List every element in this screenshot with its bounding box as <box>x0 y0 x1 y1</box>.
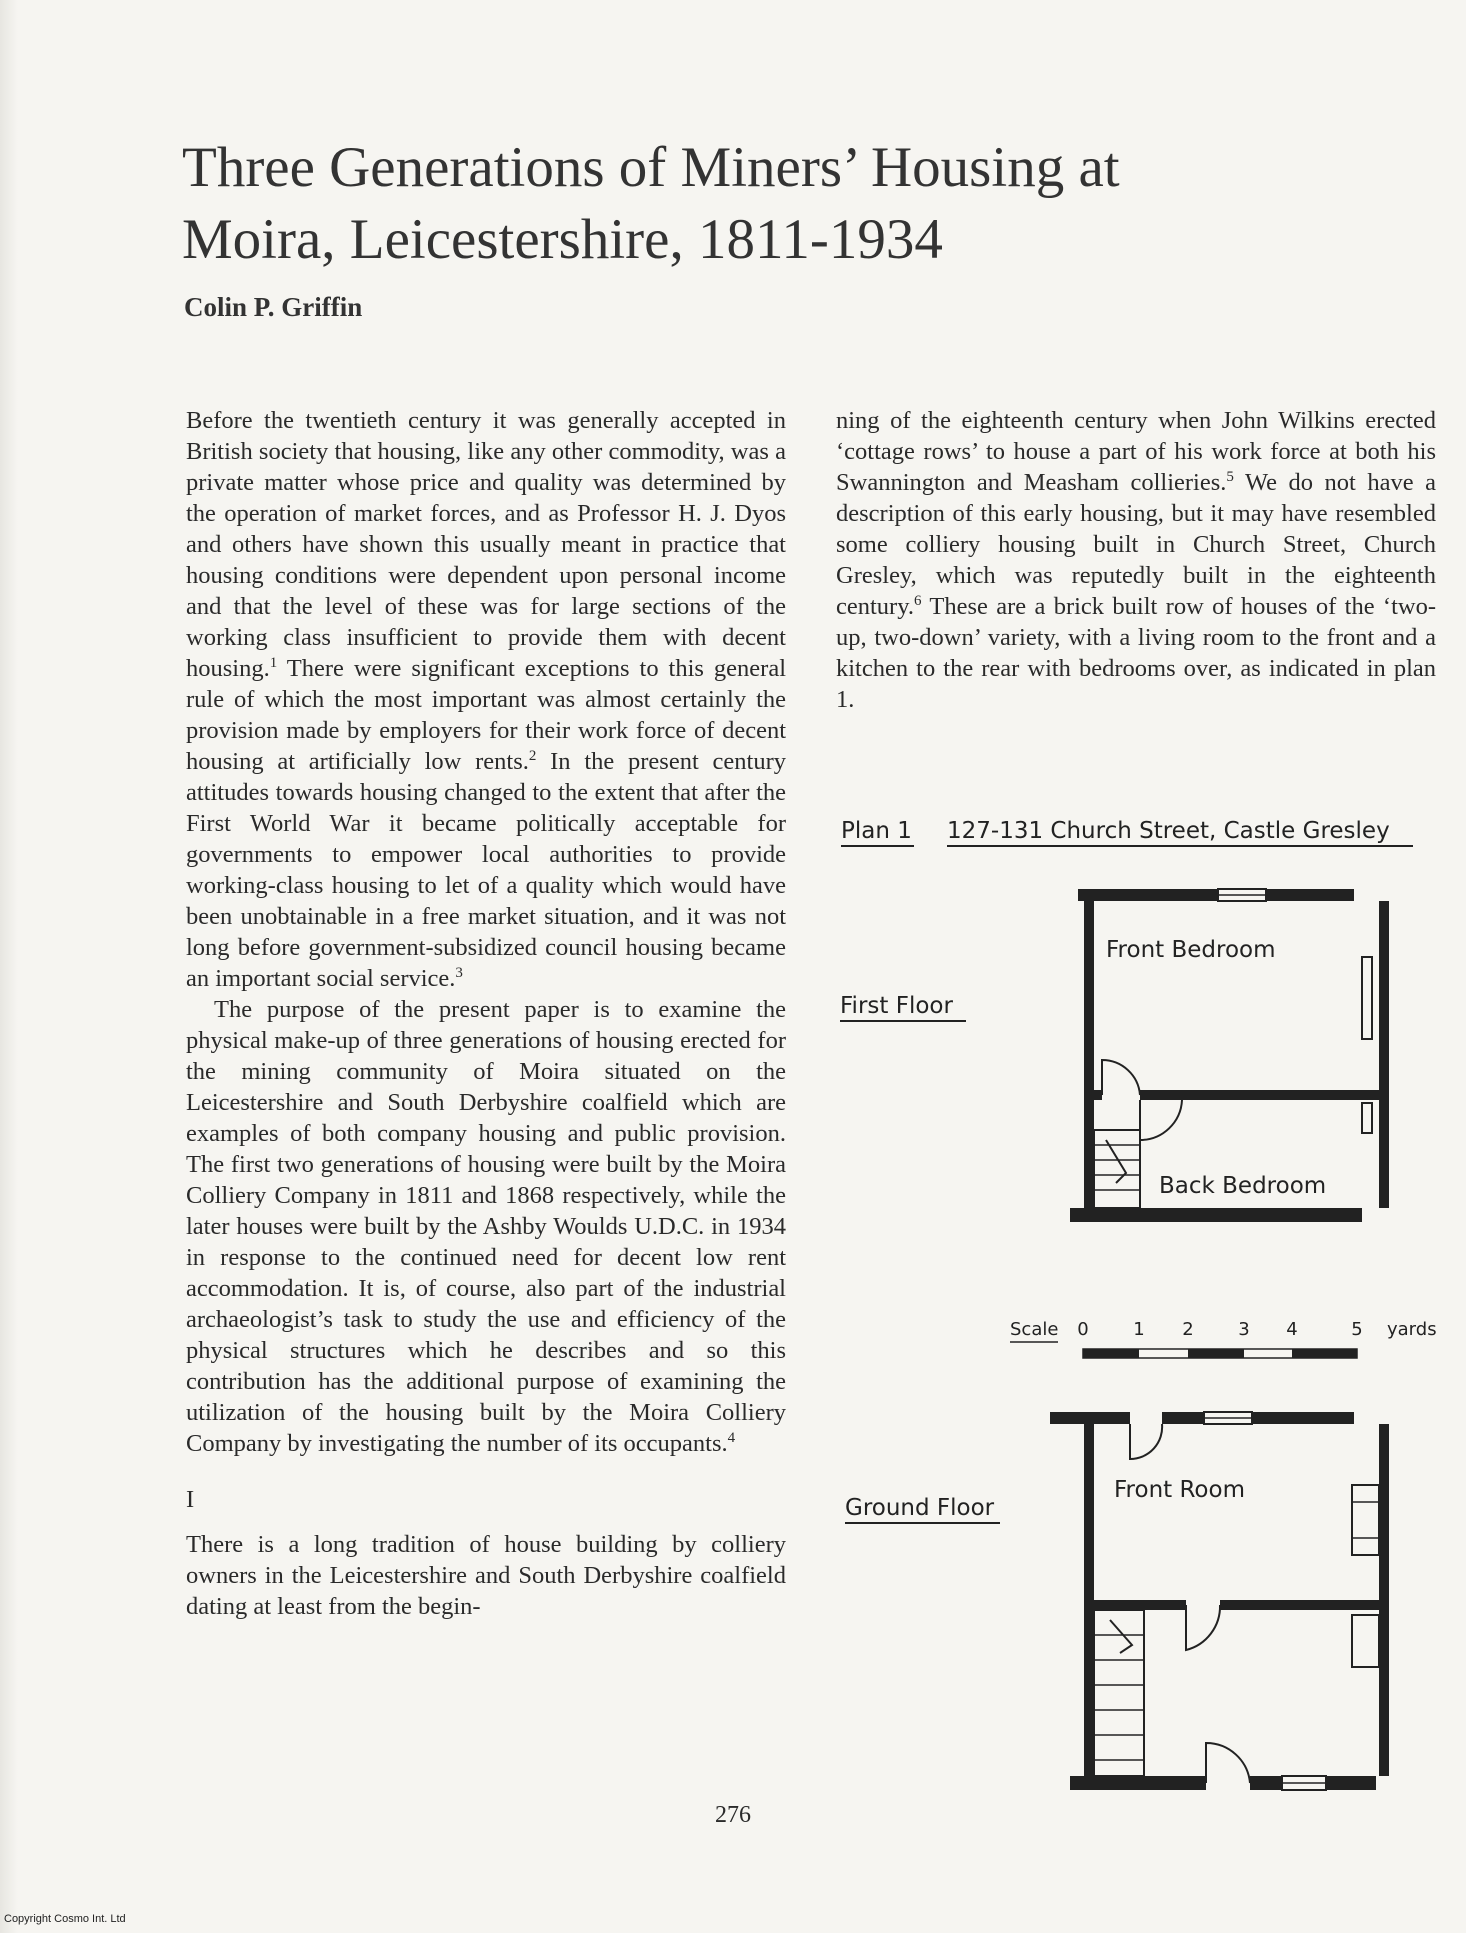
gf-inner-door-swing <box>1186 1605 1220 1650</box>
footnote-ref-6: 6 <box>914 592 922 609</box>
scale-tick-3: 3 <box>1238 1319 1250 1340</box>
ff-staircase <box>1094 1130 1140 1208</box>
plan-label: Plan 1 <box>841 818 912 844</box>
ground-floor-label: Ground Floor <box>845 1495 995 1521</box>
gf-partition-left <box>1094 1600 1186 1610</box>
left-column <box>186 405 786 1622</box>
scale-tick-1: 1 <box>1133 1319 1145 1340</box>
scale-tick-5: 5 <box>1351 1319 1363 1340</box>
ff-chimney-breast-front <box>1362 957 1372 1039</box>
ff-chimney-breast-back <box>1362 1103 1372 1133</box>
continuation-paragraph: ning of the eighteenth century when John Wilkins erected ‘cottage rows’ to house a part of his work force at both his Swannington and Measham collieries.$^5$ We do not have a description of this early housing, but it may have resembled some colliery housing built in Church Street, Church Gresley, which was reputedly built in the eighteenth century.$^6$ These are a brick built row of houses of the ‘two-up, two-down’ variety, with a living room to the front and a kitchen to the rear with bedrooms over, as indicated in plan 1. <box>836 407 1436 713</box>
footnote-ref-3: 3 <box>455 964 463 981</box>
scale-tick-4: 4 <box>1286 1319 1298 1340</box>
plan-address: 127-131 Church Street, Castle Gresley <box>947 818 1390 844</box>
footnote-ref-2: 2 <box>528 747 537 764</box>
section-heading-i: I <box>186 1486 195 1513</box>
title-line-1: Three Generations of Miners’ Housing at <box>182 136 1120 199</box>
gf-front-door-swing <box>1130 1424 1162 1459</box>
front-bedroom-label: Front Bedroom <box>1106 937 1276 963</box>
page-edge-shadow <box>0 0 18 1933</box>
purpose-paragraph: The purpose of the present paper is to examine the physical make-up of three generations of housing erected for the mining community of Moira situated on the Leicestershire and South Derbyshire coalfield which are examples of both company housing and public provision. The first two generations of housing were built by the Moira Colliery Company in 1811 and 1868 respectively, while the later houses were built by the Ashby Woulds U.D.C. in 1934 in response to the continued need for decent low rent accommodation. It is, of course, also part of the industrial archaeologist’s task to study the use and efficiency of the physical structures which he describes and so this contribution has the additional purpose of examining the utilization of the housing built by the Moira Colliery Company by investigating the number of its occupants.$^4$ <box>186 996 786 1457</box>
article-title <box>182 132 1362 276</box>
copyright-watermark: Copyright Cosmo Int. Ltd <box>4 1913 126 1925</box>
ff-right-wall <box>1379 901 1389 1208</box>
scale-tick-2: 2 <box>1182 1319 1194 1340</box>
gf-back-door-swing <box>1206 1743 1250 1783</box>
front-room-label: Front Room <box>1114 1477 1245 1503</box>
scale-bar <box>1083 1349 1357 1358</box>
tradition-paragraph: There is a long tradition of house building by colliery owners in the Leicestershire and South Derbyshire coalfield dating at least from the begin- <box>186 1531 786 1620</box>
footnote-ref-4: 4 <box>727 1429 736 1446</box>
gf-range-back <box>1352 1615 1379 1667</box>
back-bedroom-label: Back Bedroom <box>1159 1173 1327 1199</box>
title-line-2: Moira, Leicestershire, 1811-1934 <box>182 208 943 271</box>
gf-front-wall-left <box>1050 1412 1130 1424</box>
author-name: Colin P. Griffin <box>184 292 363 322</box>
gf-partition-right <box>1220 1600 1379 1610</box>
ff-back-door-swing <box>1140 1100 1182 1140</box>
scale-label: Scale <box>1010 1319 1059 1340</box>
footnote-ref-1: 1 <box>269 654 278 671</box>
gf-stair-arrow <box>1110 1620 1132 1653</box>
ff-stair-arrow <box>1106 1140 1126 1183</box>
ff-rear-wall <box>1070 1208 1362 1222</box>
footnote-ref-5: 5 <box>1226 468 1234 485</box>
first-floor-label: First Floor <box>840 993 953 1019</box>
scale-tick-0: 0 <box>1077 1319 1089 1340</box>
scale-unit: yards <box>1387 1319 1437 1340</box>
ff-partition-wall <box>1140 1090 1379 1100</box>
ground-floor-plan <box>1050 1412 1389 1790</box>
gf-front-wall-right <box>1252 1412 1354 1424</box>
gf-rear-wall-left <box>1070 1776 1206 1790</box>
ff-left-wall <box>1084 901 1094 1208</box>
gf-right-wall <box>1379 1424 1389 1776</box>
right-column <box>836 405 1436 715</box>
gf-left-wall <box>1084 1424 1094 1776</box>
gf-range-front <box>1352 1485 1379 1555</box>
intro-paragraph: Before the twentieth century it was generally accepted in British society that housing, like any other commodity, was a private matter whose price and quality was determined by the operation of market forces, and as Professor H. J. Dyos and others have shown this usually meant in practice that housing conditions were dependent upon personal income and that the level of these was for large sections of the working class insufficient to provide them with decent housing.$^1$ There were significant exceptions to this general rule of which the most important was almost certainly the provision made by employers for their work force of decent housing at artificially low rents.$^2$ In the present century attitudes towards housing changed to the extent that after the First World War it became politically acceptable for governments to empower local authorities to provide working-class housing to let of a quality which would have been unobtainable in a free market situation, and it was not long before government-subsidized council housing became an important social service.$^3$ <box>186 407 786 992</box>
gf-rear-wall-right <box>1326 1776 1376 1790</box>
ff-front-wall-right <box>1266 889 1354 901</box>
ff-front-wall-left <box>1078 889 1218 901</box>
ff-front-door-swing <box>1102 1060 1140 1095</box>
page-number: 276 <box>715 1802 751 1828</box>
floor-plan-figure <box>820 805 1450 1805</box>
